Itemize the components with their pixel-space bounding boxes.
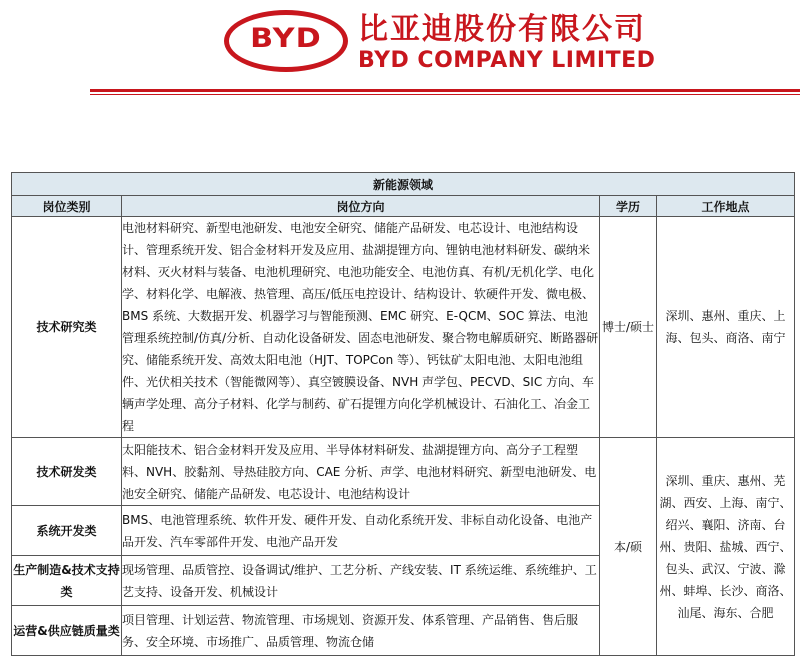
table-row <box>12 438 795 506</box>
table-row <box>12 217 795 438</box>
row-direction: BMS、电池管理系统、软件开发、硬件开发、自动化系统开发、非标自动化设备、电池产品开发、汽车零部件开发、电池产品开发 <box>122 506 600 556</box>
row-direction: 电池材料研究、新型电池研发、电池安全研究、储能产品研发、电芯设计、电池结构设计、管理系统开发、铝合金材料开发及应用、盐湖提锂方向、锂钠电池材料研发、碳纳米材料、灭火材料与装备、电池机理研究、电池功能安全、电池仿真、有机/无机化学、电化学、材料化学、电解液、热管理、高压/低压电控设计、结构设计、软硬件开发、微电极、BMS 系统、大数据开发、机器学习与智能预测、EMC 研究、E-QCM、SOC 算法、电池管理系统控制/仿真/分析、自动化设备研发、固态电池研发、聚合物电解质研究、断路器研究、储能系统开发、高效太阳电池（HJT、TOPCon 等）、钙钛矿太阳电池、太阳电池组件、光伏相关技术（智能微网等）、真空镀膜设备、NVH 声学包、PECVD、SIC 方向、车辆声学处理、高分子材料、化学与制药、矿石提锂方向化学机械设计、石油化工、冶金工程 <box>122 217 600 438</box>
shared-location: 深圳、重庆、惠州、芜湖、西安、上海、南宁、绍兴、襄阳、济南、台州、贵阳、盐城、西宁、包头、武汉、宁波、滁州、蚌埠、长沙、商洛、汕尾、海东、合肥 <box>657 438 795 656</box>
company-name-cn: 比亚迪股份有限公司 <box>358 12 646 47</box>
header-rule-thin <box>90 94 800 95</box>
company-name-en: BYD COMPANY LIMITED <box>358 48 656 73</box>
row-category: 生产制造&技术支持类 <box>12 556 122 606</box>
header-direction: 岗位方向 <box>122 196 600 217</box>
row-location: 深圳、惠州、重庆、上海、包头、商洛、南宁 <box>657 217 795 438</box>
shared-education: 本/硕 <box>600 438 657 656</box>
row-direction: 现场管理、品质管控、设备调试/维护、工艺分析、产线安装、IT 系统运维、系统维护、工艺支持、设备开发、机械设计 <box>122 556 600 606</box>
row-direction: 太阳能技术、铝合金材料开发及应用、半导体材料研发、盐湖提锂方向、高分子工程塑料、NVH、胶黏剂、导热硅胶方向、CAE 分析、声学、电池材料研究、新型电池研发、电池安全研究、储能产品研发、电芯设计、电池结构设计 <box>122 438 600 506</box>
page-header <box>0 0 800 95</box>
row-category: 运营&供应链质量类 <box>12 606 122 656</box>
header-education: 学历 <box>600 196 657 217</box>
row-direction: 项目管理、计划运营、物流管理、市场规划、资源开发、体系管理、产品销售、售后服务、安全环境、市场推广、品质管理、物流仓储 <box>122 606 600 656</box>
positions-table <box>11 172 795 656</box>
table-title: 新能源领域 <box>12 173 795 196</box>
byd-logo-text: BYD <box>250 23 322 54</box>
header-location: 工作地点 <box>657 196 795 217</box>
row-category: 系统开发类 <box>12 506 122 556</box>
row-category: 技术研发类 <box>12 438 122 506</box>
row-category: 技术研究类 <box>12 217 122 438</box>
header-category: 岗位类别 <box>12 196 122 217</box>
row-education: 博士/硕士 <box>600 217 657 438</box>
header-rule-thick <box>90 89 800 92</box>
